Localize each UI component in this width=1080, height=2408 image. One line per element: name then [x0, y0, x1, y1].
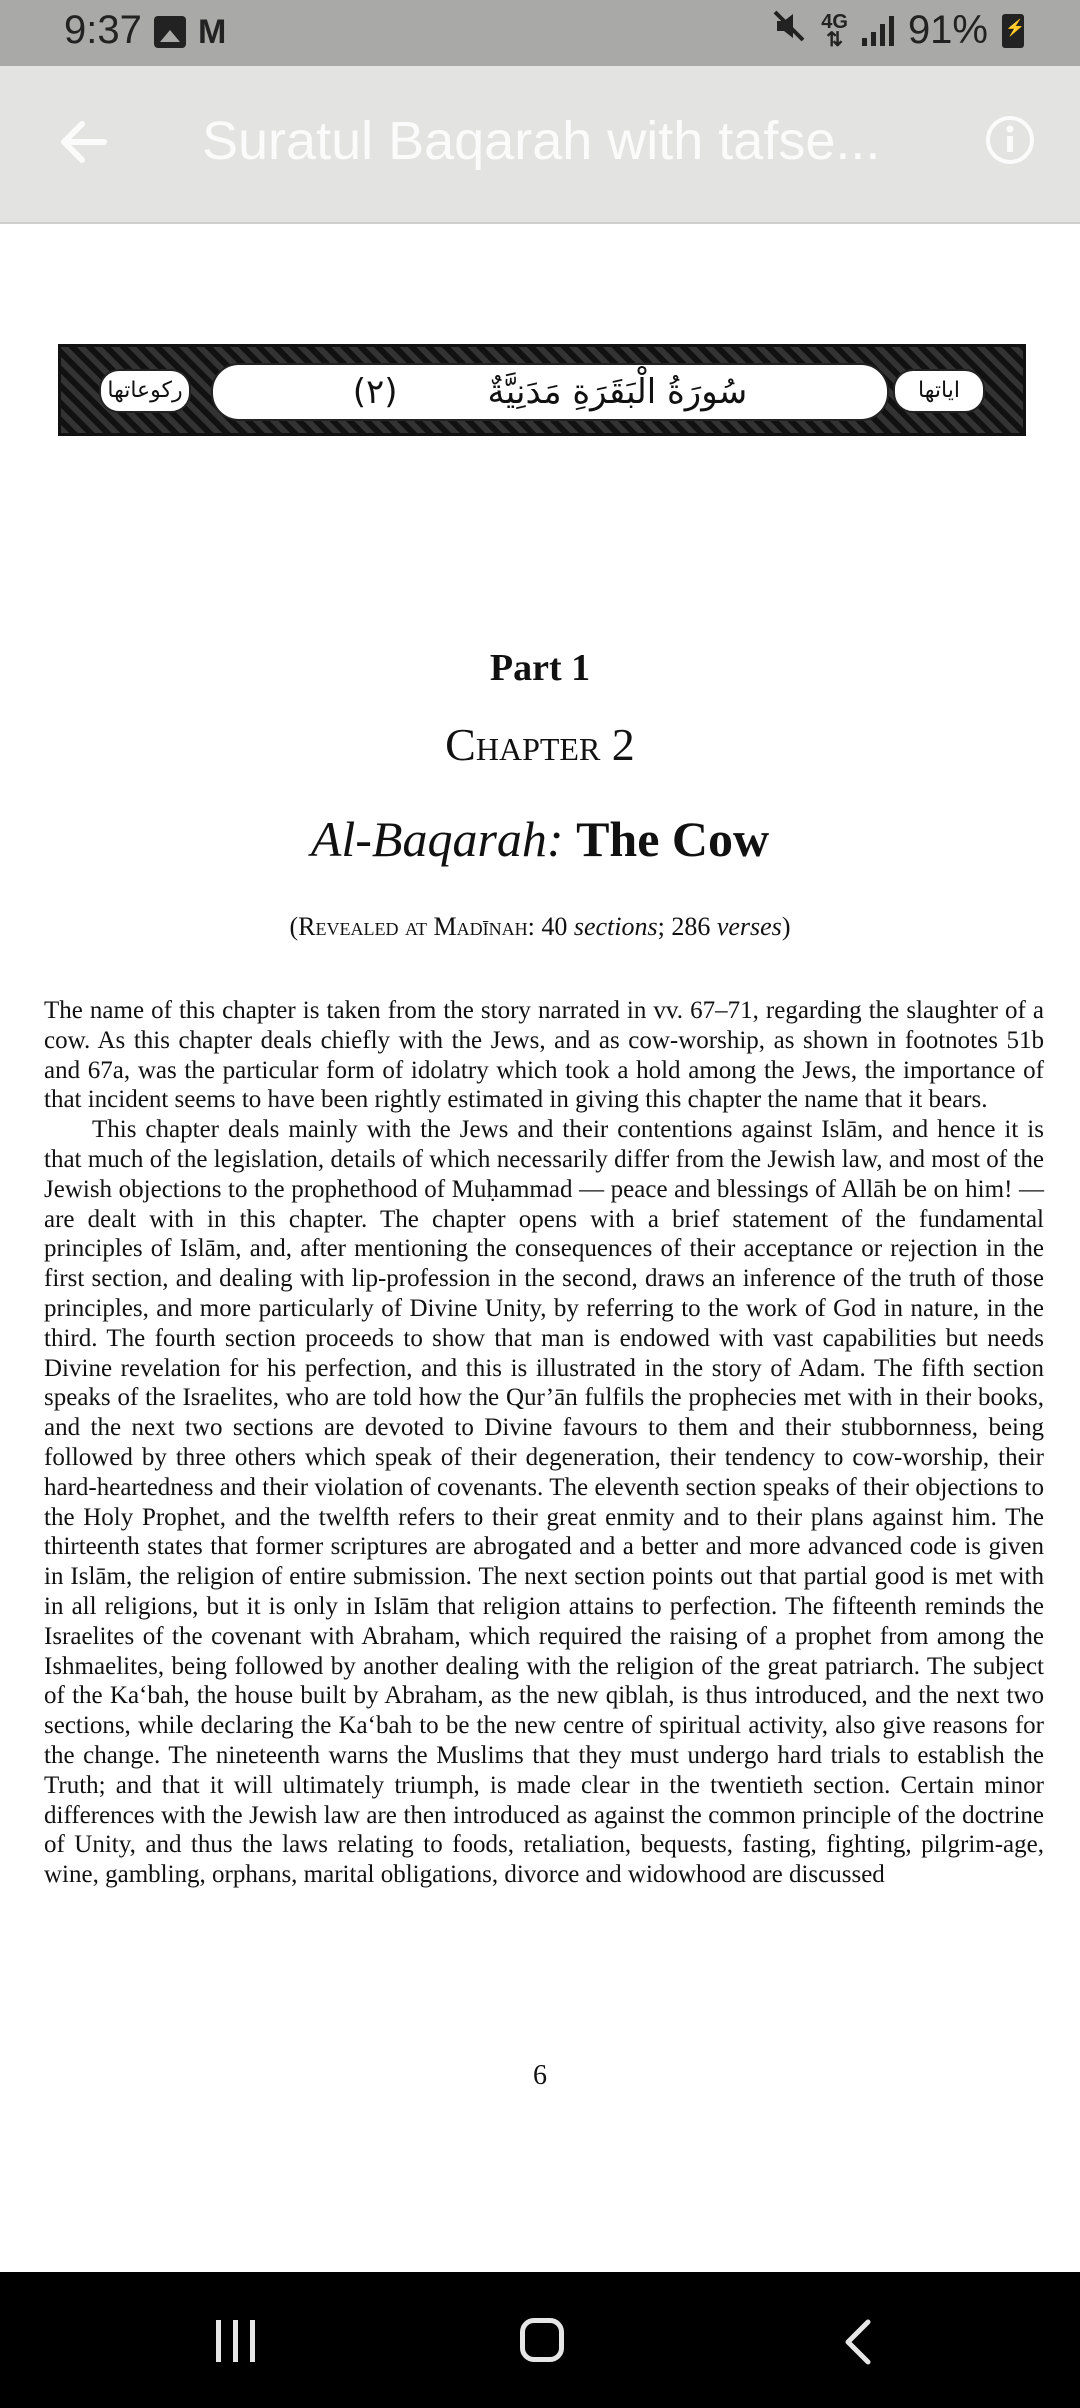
recent-apps-icon[interactable]: [216, 2320, 255, 2362]
battery-percent: 91%: [907, 8, 988, 52]
mute-icon: [771, 8, 807, 53]
home-icon[interactable]: [520, 2318, 564, 2362]
page-number: 6: [533, 2060, 547, 2091]
verses-word: verses: [716, 912, 782, 941]
paragraph: The name of this chapter is taken from the story narrated in vv. 67–71, regarding the slaughter of a cow. As this chapter deals chiefly with the Jews, and as cow-worship, as shown in footnotes 51b and 67a, was the particular form of idolatry which took a hold among the Jews, the importance of that incident seems to have been rightly estimated in giving this chapter the name that it bears.: [44, 997, 1044, 1114]
notification-icons: [154, 13, 227, 51]
navigation-bar: [0, 2272, 1080, 2408]
revelation-info: (Revealed at Madīnah: 40 sections; 286 verses): [289, 912, 791, 941]
sections-count: 40: [541, 912, 568, 941]
banner-left-caption: ركوعاتها: [99, 369, 191, 413]
info-icon[interactable]: [984, 114, 1036, 166]
chapter-title-italic: Al-Baqarah:: [310, 811, 564, 867]
book-page[interactable]: [0, 224, 1080, 2270]
verses-count: 286: [671, 912, 711, 941]
chapter-introduction: [44, 996, 1044, 1890]
back-icon[interactable]: [834, 2316, 884, 2368]
system-icons: [771, 8, 1024, 53]
network-icon: 4G ⇅: [821, 10, 848, 51]
banner-right-caption: اياتها: [893, 369, 985, 413]
image-icon: [154, 16, 186, 48]
paragraph: This chapter deals mainly with the Jews and their contentions against Islām, and hence it is that much of the legislation, details of which necessarily differ from the Jewish law, and most of the Jewish objections to the prophethood of Muḥammad — peace and blessings of Allāh be on him! — are dealt with in this chapter. The chapter opens with a brief statement of the fundamental principles of Islām, and, after mentioning the consequences of their acceptance or rejection in the first section, and dealing with lip-profession in the second, draws an inference of the truth of those principles, and more particularly of Divine Unity, by referring to the work of God in nature, in the third. The fourth section proceeds to show that man is endowed with vast capabilities but needs Divine revelation for his perfection, and this is illustrated in the story of Adam. The fifth section speaks of the Israelites, who are told how the Qur’ān fulfils the prophecies met with in their books, and the next two sections are devoted to Divine favours to them and their stubbornness, being followed by three others which speak of their degeneration, their tendency to cow-worship, their hard-heartedness and their violation of covenants. The eleventh section speaks of their objections to the Holy Prophet, and the twelfth refers to their great enmity and to their plans against him. The thirteenth states that former scriptures are abrogated and a better and more advanced code is given in Islām, the religion of entire submission. The next section points out that partial good is met with in all religions, but it is only in Islām that religion attains to perfection. The fifteenth reminds the Israelites of the covenant with Abraham, which required the raising of a prophet from among the Ishmaelites, being followed by another dealing with the religion of the great patriarch. The subject of the Ka‘bah, the house built by Abraham, as the new qiblah, is thus introduced, and the next two sections, while declaring the Ka‘bah to be the new centre of spiritual activity, also give reasons for the change. The nineteenth warns the Muslims that they must undergo hard trials to establish the Truth; and that it will ultimately triumph, is made clear in the twentieth section. Certain minor differences with the Jewish law are then introduced as against the common principle of the doctrine of Unity, and thus the laws relating to foods, retaliation, bequests, fasting, fighting, pilgrim-age, wine, gambling, orphans, marital obligations, divorce and widowhood are discussed: [44, 1116, 1044, 1889]
signal-icon: [862, 16, 894, 46]
status-time: 9:37: [64, 8, 142, 52]
banner-number: (٢): [352, 372, 398, 412]
banner-title: [211, 363, 889, 421]
gmail-icon: M: [198, 13, 227, 51]
arrow-left-icon[interactable]: [56, 114, 112, 170]
chapter-title: [0, 810, 1080, 868]
sections-word: sections: [573, 912, 658, 941]
banner-arabic-title: سُورَةُ الْبَقَرَةِ مَدَنِيَّةٌ: [487, 372, 748, 412]
battery-charging-icon: [1002, 14, 1024, 48]
chapter-heading: Chapter 2: [445, 719, 635, 770]
chapter-title-bold: The Cow: [576, 811, 770, 867]
network-type: 4G: [821, 10, 848, 33]
surah-banner: [58, 344, 1026, 436]
part-heading: Part 1: [489, 647, 591, 689]
revealed-prefix: (Revealed at Madīnah:: [289, 912, 535, 941]
status-bar: [0, 0, 1080, 66]
app-bar: [0, 66, 1080, 224]
app-bar-title: Suratul Baqarah with tafse...: [202, 111, 881, 171]
